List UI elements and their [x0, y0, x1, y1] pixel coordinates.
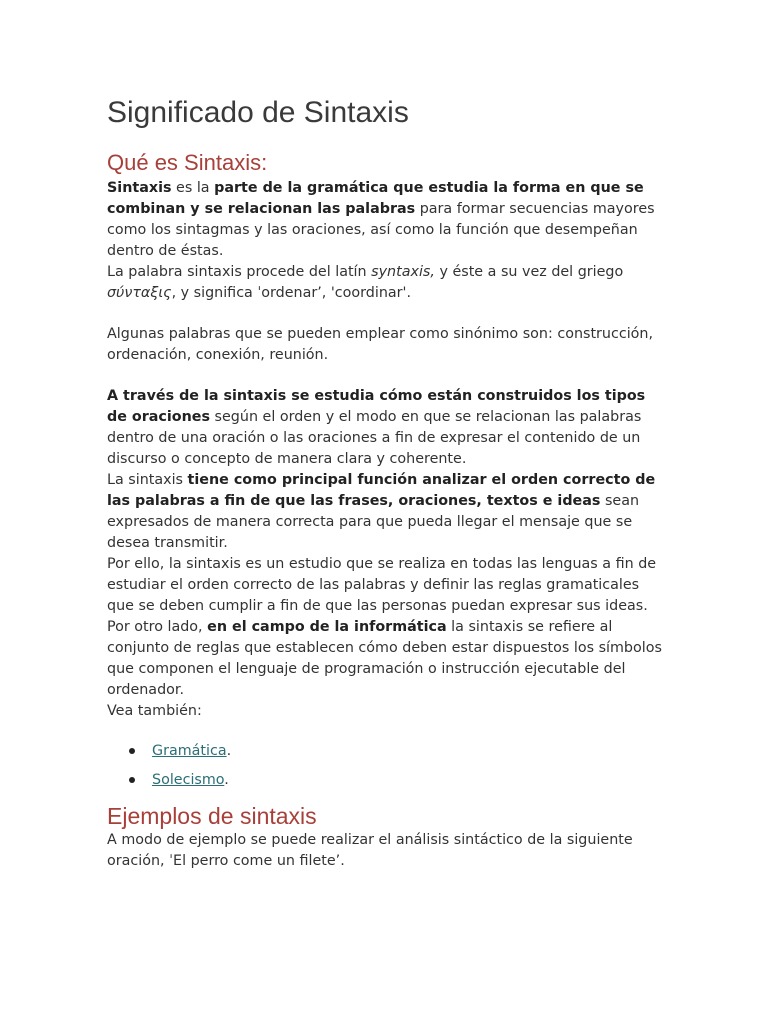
greek-term: σύνταξις [107, 285, 172, 301]
definition-block [107, 178, 667, 304]
example-paragraph: A modo de ejemplo se puede realizar el análisis sintáctico de la siguiente oración, ˈEl perro come un filete’. [107, 832, 633, 869]
informatics-highlight: en el campo de la informática [207, 619, 447, 635]
list-item: Solecismo. [107, 770, 231, 799]
section-heading-ejemplos: Ejemplos de sintaxis [107, 803, 317, 829]
synonyms-block [107, 324, 667, 366]
synonyms-paragraph: Algunas palabras que se pueden emplear como sinónimo son: construcción, ordenación, conexión, reunión. [107, 326, 654, 363]
bullet-icon [129, 748, 135, 754]
section-heading-que-es: Qué es Sintaxis: [107, 150, 268, 175]
bullet-icon [129, 777, 135, 783]
etymology-paragraph: La palabra sintaxis procede del latín syntaxis, y éste a su vez del griego σύνταξις, y significa ˈordenar’, 'coordinar'. [107, 264, 624, 301]
informatics-paragraph: Por otro lado, en el campo de la informática la sintaxis se refiere al conjunto de reglas que establecen cómo deben estar dispuestos los símbolos que componen el lenguaje de programación o instrucción ejecutable del ordenador. [107, 619, 662, 698]
function-highlight: tiene como principal función analizar el orden correcto de las palabras a fin de que las frases, oraciones, textos e ideas [107, 472, 656, 509]
link-solecismo[interactable]: Solecismo [152, 772, 225, 788]
function-block [107, 386, 667, 617]
page-title: Significado de Sintaxis [107, 96, 409, 129]
example-block [107, 830, 667, 872]
informatics-block [107, 617, 667, 722]
list-item: Gramática. [107, 741, 231, 770]
definition-highlight: parte de la gramática que estudia la forma en que se combinan y se relacionan las palabras [107, 180, 644, 217]
term-sintaxis: Sintaxis [107, 180, 172, 196]
languages-paragraph: Por ello, la sintaxis es un estudio que se realiza en todas las lenguas a fin de estudiar el orden correcto de las palabras y definir las reglas gramaticales que se deben cumplir a fin de que las personas puedan expresar sus ideas. [107, 556, 657, 614]
see-also-list [107, 741, 231, 799]
link-gramatica[interactable]: Gramática [152, 743, 227, 759]
see-also-label: Vea también: [107, 703, 202, 719]
oraciones-highlight: A través de la sintaxis se estudia cómo están construidos los tipos de oraciones [107, 388, 646, 425]
definition-paragraph: Sintaxis es la parte de la gramática que estudia la forma en que se combinan y se relacionan las palabras para formar secuencias mayores como los sintagmas y las oraciones, así como la función que desempeñan dentro de éstas. [107, 180, 655, 259]
latin-term: syntaxis, [371, 264, 435, 280]
function-paragraph: La sintaxis tiene como principal función analizar el orden correcto de las palabras a fin de que las frases, oraciones, textos e ideas sean expresados de manera correcta para que pueda llegar el mensaje que se desea transmitir. [107, 472, 656, 551]
oraciones-paragraph: A través de la sintaxis se estudia cómo están construidos los tipos de oraciones según el orden y el modo en que se relacionan las palabras dentro de una oración o las oraciones a fin de expresar el contenido de un discurso o concepto de manera clara y coherente. [107, 388, 646, 467]
